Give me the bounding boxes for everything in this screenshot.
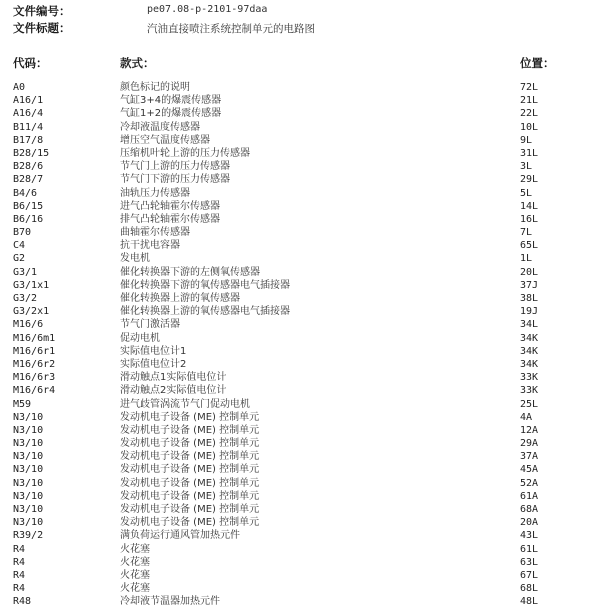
component-code: A16/1 — [13, 95, 44, 107]
component-description: 催化转换器下游的左侧氧传感器 — [120, 266, 260, 278]
component-position: 20A — [520, 517, 539, 529]
list-item — [0, 596, 606, 609]
component-position: 1L — [520, 253, 533, 265]
component-position: 68A — [520, 504, 539, 515]
list-item — [0, 425, 606, 438]
component-description: 发动机电子设备 (ME) 控制单元 — [120, 464, 260, 476]
component-position: 3L — [520, 161, 533, 173]
list-item — [0, 583, 606, 596]
component-position: 38L — [520, 293, 539, 304]
component-description: 火花塞 — [120, 569, 150, 581]
component-position: 5L — [520, 187, 533, 199]
list-item — [0, 293, 606, 306]
list-item — [0, 214, 606, 227]
component-description: 发动机电子设备 (ME) 控制单元 — [120, 438, 260, 450]
component-position: 21L — [520, 95, 539, 107]
component-position: 22L — [520, 108, 539, 120]
component-code: B6/16 — [13, 213, 44, 225]
list-item — [0, 372, 606, 385]
doc-number-label: 文件编号： — [13, 4, 71, 18]
component-position: 61A — [520, 490, 539, 502]
component-code: N3/10 — [13, 424, 44, 436]
component-code: G3/1 — [13, 266, 38, 278]
component-code: M16/6r4 — [13, 385, 56, 397]
component-code: G3/2 — [13, 293, 38, 304]
component-description: 火花塞 — [120, 583, 150, 595]
component-code: N3/10 — [13, 464, 44, 476]
component-description: 发动机电子设备 (ME) 控制单元 — [120, 424, 260, 436]
component-code: B4/6 — [13, 187, 38, 199]
component-code: B28/7 — [13, 174, 44, 186]
component-code: B28/6 — [13, 161, 44, 173]
list-item — [0, 359, 606, 372]
component-code: R4 — [13, 543, 26, 555]
list-item — [0, 399, 606, 412]
component-position: 25L — [520, 398, 539, 410]
component-description: 冷却液温度传感器 — [120, 121, 200, 133]
component-position: 29L — [520, 174, 539, 186]
component-code: C4 — [13, 240, 26, 252]
component-description: 气缸1+2的爆震传感器 — [120, 108, 222, 120]
component-code: B70 — [13, 227, 32, 239]
component-position: 33K — [520, 385, 539, 397]
list-item — [0, 504, 606, 517]
component-position: 34K — [520, 345, 539, 357]
component-position: 4A — [520, 411, 533, 423]
component-position: 61L — [520, 543, 539, 555]
component-position: 19J — [520, 306, 539, 318]
component-position: 48L — [520, 596, 539, 608]
component-position: 43L — [520, 530, 539, 542]
component-code: G2 — [13, 253, 26, 265]
list-item — [0, 544, 606, 557]
component-position: 37J — [520, 279, 539, 291]
component-code: R4 — [13, 569, 26, 581]
list-item — [0, 438, 606, 451]
component-position: 68L — [520, 583, 539, 595]
list-item — [0, 346, 606, 359]
list-item — [0, 240, 606, 253]
list-item — [0, 148, 606, 161]
component-code: M16/6r1 — [13, 345, 56, 357]
component-position: 7L — [520, 227, 533, 239]
component-description: 排气凸轮轴霍尔传感器 — [120, 213, 220, 225]
component-description: 滑动触点2实际值电位计 — [120, 385, 227, 397]
component-description: 实际值电位计1 — [120, 345, 187, 357]
component-description: 滑动触点1实际值电位计 — [120, 372, 227, 384]
list-item — [0, 95, 606, 108]
component-description: 增压空气温度传感器 — [120, 134, 210, 146]
component-code: B6/15 — [13, 200, 44, 212]
component-position: 9L — [520, 134, 533, 146]
component-code: M16/6r2 — [13, 358, 56, 370]
component-position: 16L — [520, 213, 539, 225]
component-code: N3/10 — [13, 451, 44, 463]
component-position: 37A — [520, 451, 539, 463]
column-header-code: 代码： — [13, 56, 48, 70]
component-code: R39/2 — [13, 530, 44, 542]
component-description: 发动机电子设备 (ME) 控制单元 — [120, 504, 260, 515]
list-item — [0, 161, 606, 174]
list-item — [0, 319, 606, 332]
component-description: 气缸3+4的爆震传感器 — [120, 95, 222, 107]
list-item — [0, 174, 606, 187]
component-code: B11/4 — [13, 121, 44, 133]
component-description: 冷却液节温器加热元件 — [120, 596, 220, 608]
doc-title: 汽油直接喷注系统控制单元的电路图 — [147, 23, 315, 35]
component-description: 节气门激活器 — [120, 319, 180, 331]
component-code: B17/8 — [13, 134, 44, 146]
component-code: N3/10 — [13, 490, 44, 502]
component-position: 45A — [520, 464, 539, 476]
component-code: G3/2x1 — [13, 306, 50, 318]
component-description: 促动电机 — [120, 332, 160, 344]
list-item — [0, 530, 606, 543]
component-code: A16/4 — [13, 108, 44, 120]
component-position: 67L — [520, 569, 539, 581]
component-position: 65L — [520, 240, 539, 252]
component-description: 抗干扰电容器 — [120, 240, 180, 252]
component-position: 52A — [520, 477, 539, 489]
component-code: R4 — [13, 583, 26, 595]
component-position: 31L — [520, 147, 539, 159]
list-item — [0, 491, 606, 504]
component-code: A0 — [13, 82, 26, 93]
component-description: 节气门上游的压力传感器 — [120, 161, 230, 173]
component-description: 火花塞 — [120, 556, 150, 568]
component-description: 满负荷运行通风管加热元件 — [120, 530, 240, 542]
component-code: R4 — [13, 556, 26, 568]
component-position: 12A — [520, 424, 539, 436]
list-item — [0, 201, 606, 214]
component-position: 14L — [520, 200, 539, 212]
component-position: 29A — [520, 438, 539, 450]
component-code: N3/10 — [13, 477, 44, 489]
component-description: 压缩机叶轮上游的压力传感器 — [120, 147, 250, 159]
component-position: 34L — [520, 319, 539, 331]
component-code: B28/15 — [13, 147, 50, 159]
list-item — [0, 333, 606, 346]
component-list — [0, 82, 606, 610]
list-item — [0, 188, 606, 201]
component-position: 20L — [520, 266, 539, 278]
list-item — [0, 82, 606, 95]
list-item — [0, 122, 606, 135]
list-item — [0, 412, 606, 425]
list-item — [0, 385, 606, 398]
component-code: M59 — [13, 398, 32, 410]
list-item — [0, 478, 606, 491]
list-item — [0, 464, 606, 477]
component-description: 催化转换器上游的氧传感器电气插接器 — [120, 306, 290, 318]
list-item — [0, 280, 606, 293]
component-description: 实际值电位计2 — [120, 358, 187, 370]
component-code: N3/10 — [13, 517, 44, 529]
component-description: 催化转换器下游的氧传感器电气插接器 — [120, 279, 290, 291]
list-item — [0, 135, 606, 148]
component-description: 发动机电子设备 (ME) 控制单元 — [120, 451, 260, 463]
component-description: 发电机 — [120, 253, 150, 265]
component-code: N3/10 — [13, 411, 44, 423]
component-description: 曲轴霍尔传感器 — [120, 227, 190, 239]
component-code: M16/6m1 — [13, 332, 56, 344]
list-item — [0, 253, 606, 266]
component-position: 10L — [520, 121, 539, 133]
column-header-position: 位置： — [520, 56, 555, 70]
component-description: 进气歧管涡流节气门促动电机 — [120, 398, 250, 410]
component-description: 发动机电子设备 (ME) 控制单元 — [120, 411, 260, 423]
component-description: 火花塞 — [120, 543, 150, 555]
component-code: N3/10 — [13, 438, 44, 450]
component-position: 63L — [520, 556, 539, 568]
component-description: 节气门下游的压力传感器 — [120, 174, 230, 186]
component-position: 34K — [520, 358, 539, 370]
list-item — [0, 267, 606, 280]
list-item — [0, 108, 606, 121]
doc-number: pe07.08-p-2101-97daa — [147, 4, 268, 15]
component-code: M16/6 — [13, 319, 44, 331]
list-item — [0, 451, 606, 464]
list-item — [0, 517, 606, 530]
component-description: 发动机电子设备 (ME) 控制单元 — [120, 490, 260, 502]
component-description: 颜色标记的说明 — [120, 82, 190, 93]
list-item — [0, 227, 606, 240]
component-description: 油轨压力传感器 — [120, 187, 190, 199]
component-description: 发动机电子设备 (ME) 控制单元 — [120, 517, 260, 529]
list-item — [0, 557, 606, 570]
component-code: M16/6r3 — [13, 372, 56, 384]
component-description: 进气凸轮轴霍尔传感器 — [120, 200, 220, 212]
list-item — [0, 306, 606, 319]
doc-title-label: 文件标题： — [13, 21, 71, 35]
component-position: 72L — [520, 82, 539, 93]
list-item — [0, 570, 606, 583]
column-header-desc: 款式： — [120, 56, 155, 70]
component-code: G3/1x1 — [13, 279, 50, 291]
component-position: 33K — [520, 372, 539, 384]
component-position: 34K — [520, 332, 539, 344]
component-code: N3/10 — [13, 504, 44, 515]
component-description: 催化转换器上游的氧传感器 — [120, 293, 240, 304]
component-code: R48 — [13, 596, 32, 608]
component-description: 发动机电子设备 (ME) 控制单元 — [120, 477, 260, 489]
